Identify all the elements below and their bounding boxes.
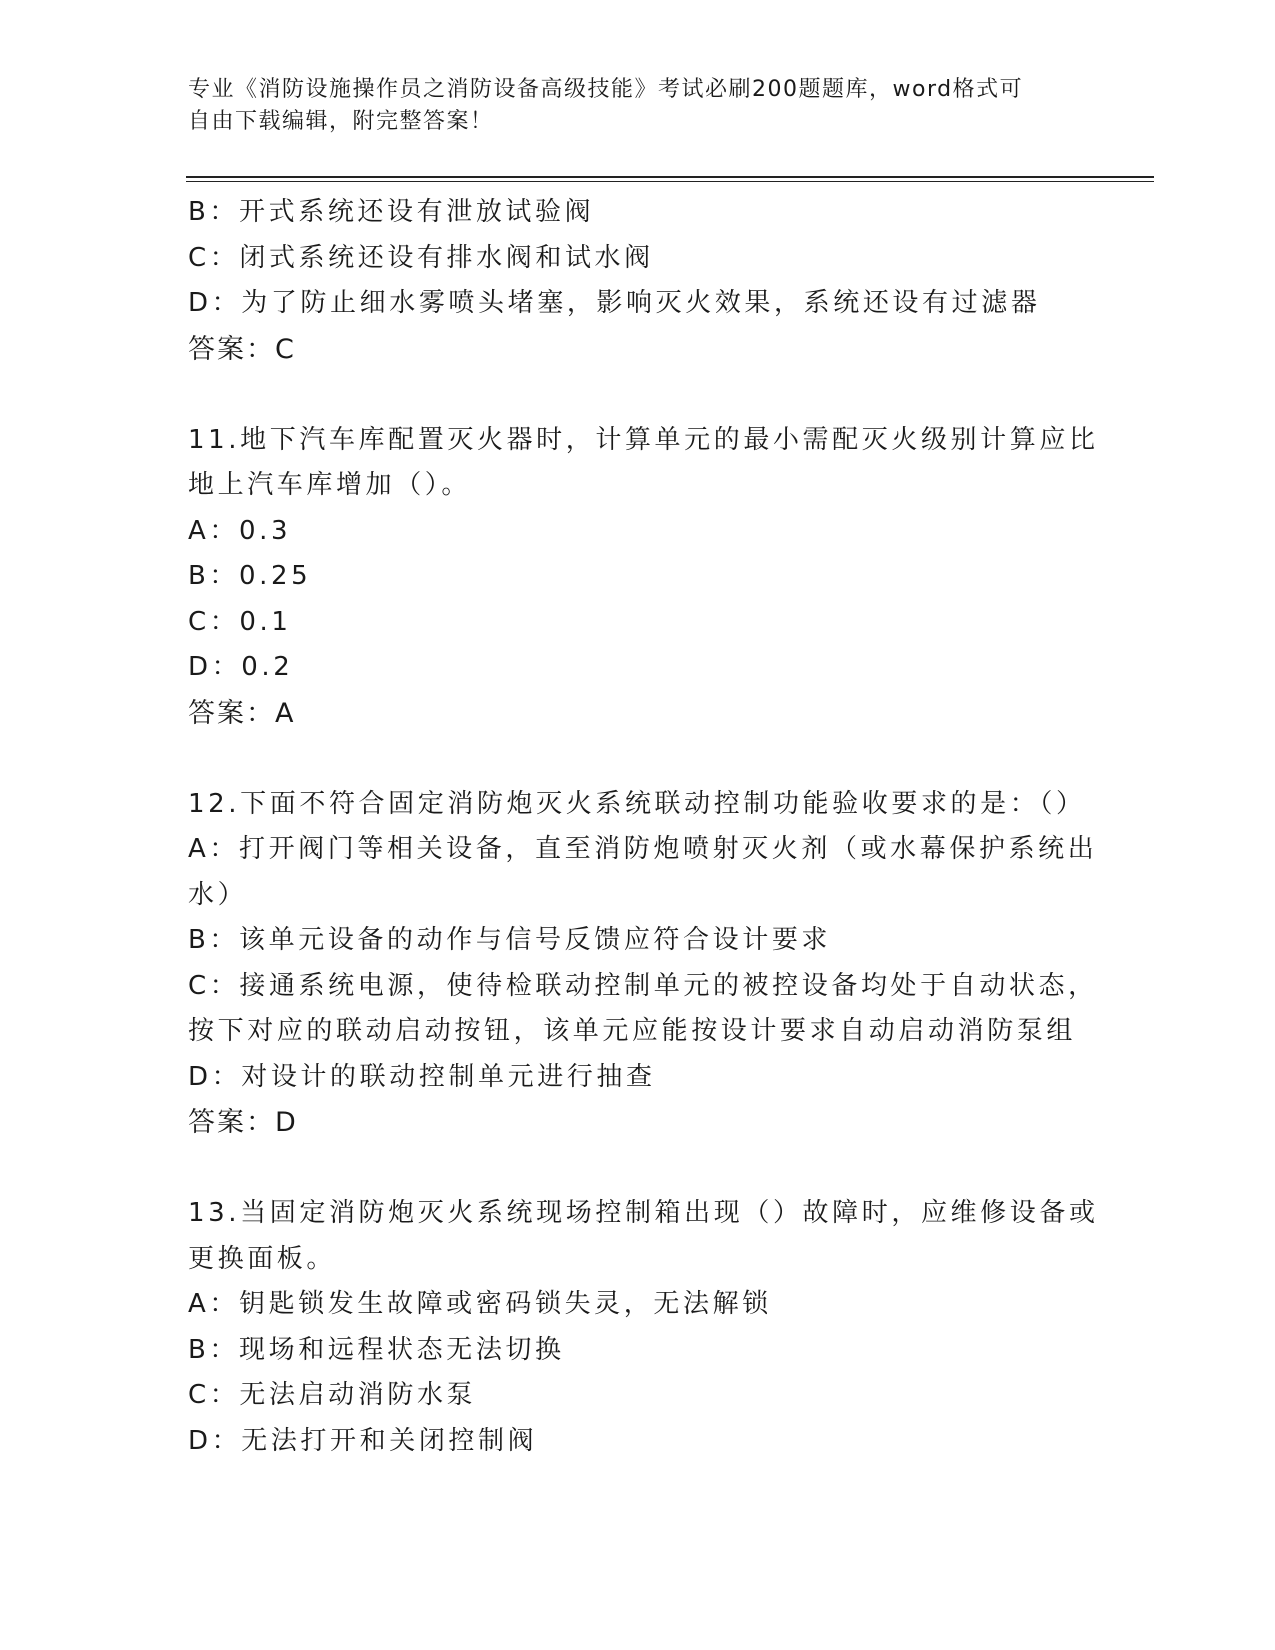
question-13	[188, 1191, 1099, 1464]
option-b: B：开式系统还设有泄放试验阀	[188, 197, 595, 227]
answer: 答案：C	[188, 333, 296, 365]
question-list	[188, 190, 1099, 1464]
question-12	[188, 782, 1098, 1146]
spacer	[188, 736, 1088, 782]
option-b: B：0.25	[188, 561, 312, 591]
option-c-line-1: C：接通系统电源，使待检联动控制单元的被控设备均处于自动状态，	[188, 970, 1098, 1001]
option-a-line-2: 水）	[188, 879, 248, 910]
option-b: B：现场和远程状态无法切换	[188, 1334, 565, 1365]
spacer	[188, 372, 1088, 418]
answer: 答案：D	[188, 1107, 298, 1138]
option-a: A：0.3	[188, 515, 292, 546]
option-c: C：无法启动消防水泵	[188, 1380, 477, 1410]
question-stem-line-2: 地上汽车库增加（）。	[188, 470, 472, 500]
option-d: D：为了防止细水雾喷头堵塞，影响灭火效果，系统还设有过滤器	[188, 288, 1041, 318]
page-header	[188, 74, 1068, 138]
question-11	[188, 418, 1099, 737]
question-10	[188, 190, 1088, 372]
option-c-line-2: 按下对应的联动启动按钮，该单元应能按设计要求自动启动消防泵组	[188, 1016, 1077, 1046]
option-b: B：该单元设备的动作与信号反馈应符合设计要求	[188, 925, 832, 955]
option-a-line-1: A：打开阀门等相关设备，直至消防炮喷射灭火剂（或水幕保护系统出	[188, 834, 1098, 864]
answer: 答案：A	[188, 697, 296, 729]
option-d: D：0.2	[188, 652, 294, 682]
header-divider	[186, 176, 1154, 182]
spacer	[188, 1146, 1088, 1192]
question-stem-line-1: 13.当固定消防炮灭火系统现场控制箱出现（）故障时，应维修设备或	[188, 1198, 1099, 1228]
header-title-line-2: 自由下载编辑，附完整答案！	[188, 109, 494, 134]
question-stem: 12.下面不符合固定消防炮灭火系统联动控制功能验收要求的是：（）	[188, 788, 1086, 819]
option-d: D：对设计的联动控制单元进行抽查	[188, 1061, 656, 1092]
option-a: A：钥匙锁发生故障或密码锁失灵，无法解锁	[188, 1289, 772, 1319]
question-stem-line-1: 11.地下汽车库配置灭火器时，计算单元的最小需配灭火级别计算应比	[188, 424, 1099, 455]
header-title-line-1: 专业《消防设施操作员之消防设备高级技能》考试必刷200题题库，word格式可	[188, 77, 1024, 102]
option-c: C：闭式系统还设有排水阀和试水阀	[188, 242, 654, 273]
question-stem-line-2: 更换面板。	[188, 1243, 337, 1274]
option-c: C：0.1	[188, 606, 292, 637]
option-d: D：无法打开和关闭控制阀	[188, 1425, 538, 1456]
